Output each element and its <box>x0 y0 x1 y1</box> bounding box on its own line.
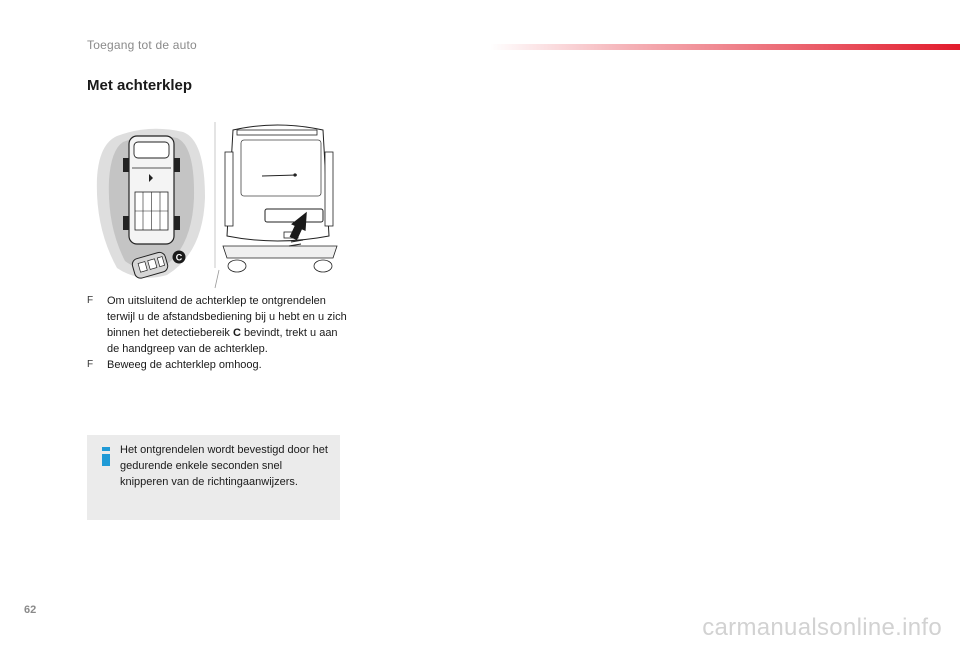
page-number: 62 <box>24 604 37 616</box>
page-header-title: Toegang tot de auto <box>87 38 197 52</box>
vehicle-rear-diagram <box>215 122 337 288</box>
zone-reference: C <box>232 327 241 339</box>
tailgate-illustration <box>87 118 342 290</box>
bullet-marker: F <box>87 359 94 370</box>
watermark: carmanualsonline.info <box>702 614 942 641</box>
bullet-marker: F <box>87 295 94 306</box>
instruction-list <box>87 293 349 373</box>
zone-label: C <box>175 252 183 263</box>
instruction-item <box>87 293 349 357</box>
detection-zone-diagram <box>97 129 205 280</box>
header-accent-bar <box>490 44 960 50</box>
info-note <box>87 435 340 520</box>
info-text: Het ontgrendelen wordt bevestigd door het gedurende enkele seconden snel knipperen van de richtingaanwijzers. <box>120 444 328 488</box>
info-icon <box>102 447 110 466</box>
instruction-text: Om uitsluitend de achterklep te ontgrendelen terwijl u de afstandsbediening bij u hebt en u zich binnen het detectiebereik C bevindt, trekt u aan de handgreep van de achterklep. <box>107 295 347 355</box>
section-title: Met achterklep <box>87 77 193 94</box>
instruction-text: Beweeg de achterklep omhoog. <box>107 359 262 371</box>
instruction-item <box>87 357 349 373</box>
